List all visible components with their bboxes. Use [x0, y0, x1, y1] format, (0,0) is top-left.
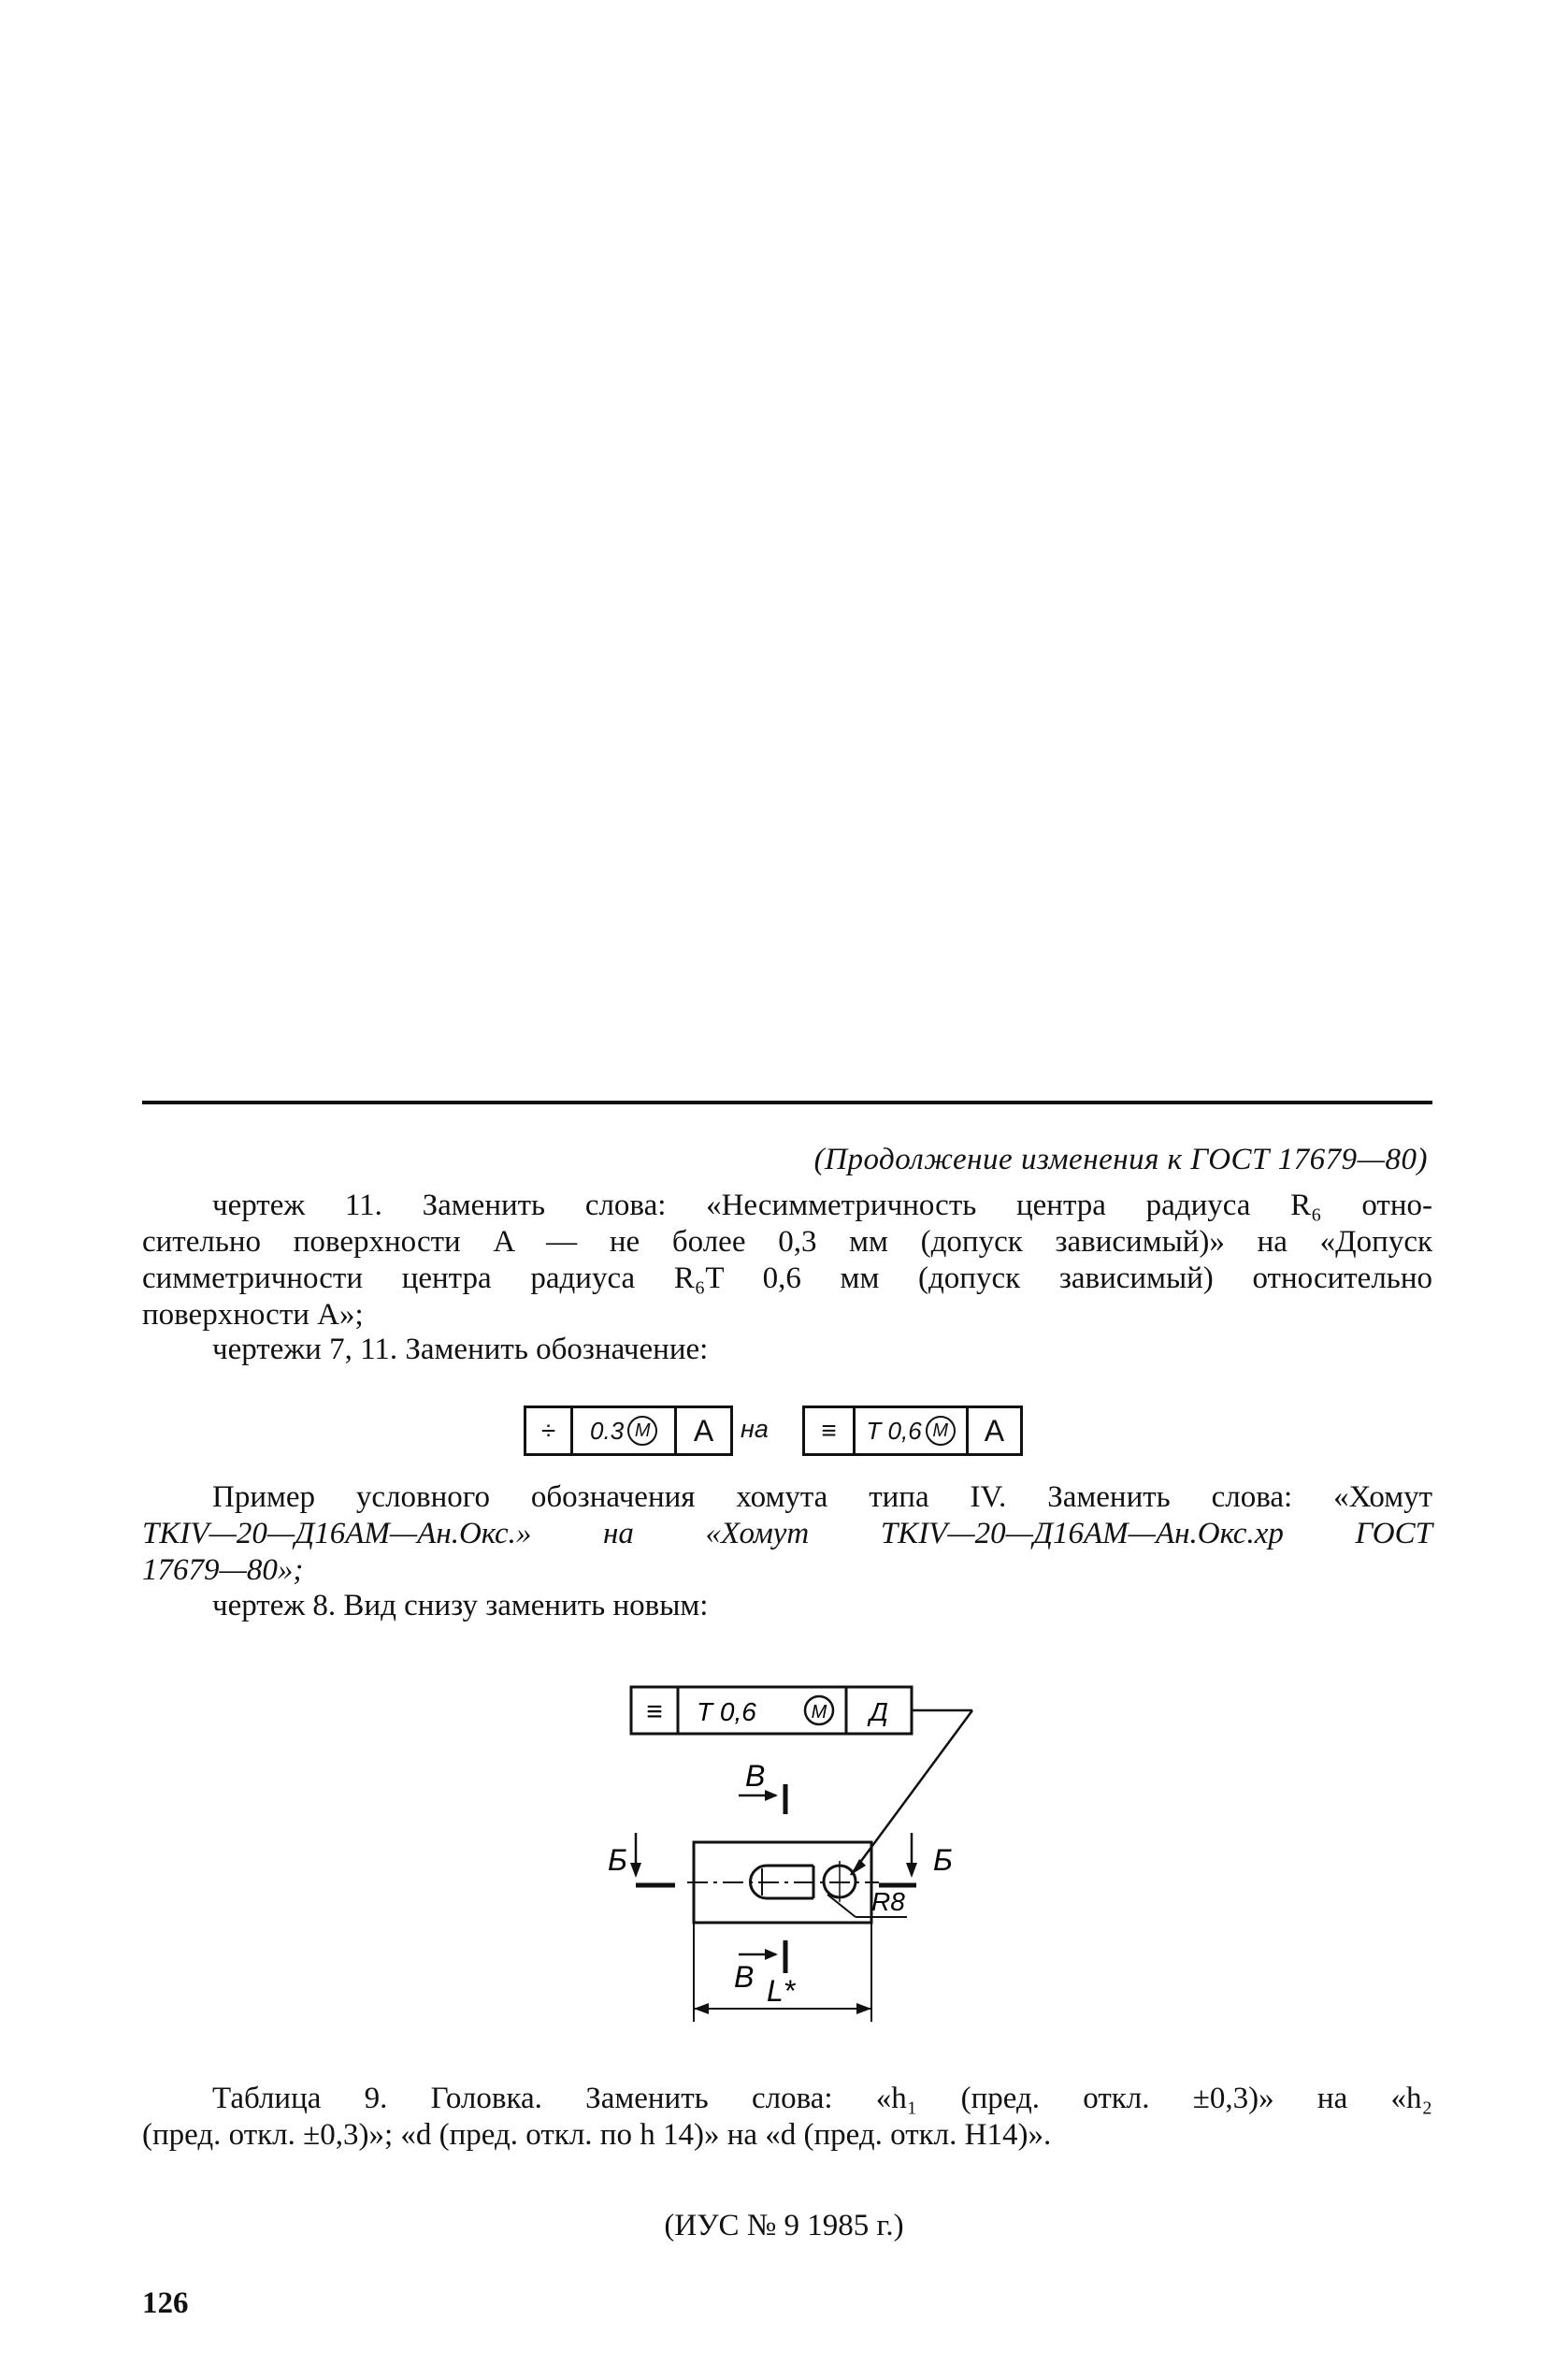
paragraph-line: Таблица 9. Головка. Заменить слова: «h₁ (пред. откл. ±0,3)» на «h₂ [212, 2082, 1432, 2115]
paragraph-drawing-11 [142, 1188, 1432, 1333]
paragraph-line: TKIV—20—Д16АМ—Ан.Окс.» на «Хомут TKIV—20—Д16АМ—Ан.Окс.хр ГОСТ [142, 1517, 1432, 1550]
material-modifier-icon: M [926, 1416, 956, 1446]
paragraph-line: Пример условного обозначения хомута типа IV. Заменить слова: «Хомут [212, 1480, 1432, 1514]
old-value-text: 0.3 [590, 1416, 625, 1445]
new-value-text: T 0,6 [866, 1416, 922, 1445]
new-datum: A [984, 1413, 1005, 1448]
paragraph-line: чертеж 11. Заменить слова: «Несимметричность центра радиуса R₆ отно- [212, 1189, 1432, 1222]
frame-datum: Д [870, 1697, 888, 1726]
page-number: 126 [142, 2286, 189, 2320]
paragraph-line: сительно поверхности A — не более 0,3 мм (допуск зависимый)» на «Допуск [142, 1225, 1432, 1259]
paragraph-line: 17679—80»; [142, 1553, 304, 1587]
ius-reference: (ИУС № 9 1985 г.) [664, 2209, 904, 2242]
old-tolerance-value [573, 1408, 677, 1453]
label-b-right: Б [933, 1843, 953, 1877]
label-v-top: В [745, 1759, 766, 1793]
paragraph-example [142, 1479, 1432, 1589]
paragraph-drawings-7-11 [142, 1332, 1432, 1368]
symmetry-icon: ≡ [646, 1696, 663, 1727]
drawing-tolerance-frame [631, 1687, 972, 1875]
paragraph-line: симметричности центра радиуса R₆T 0,6 мм (допуск зависимый) относительно [142, 1261, 1432, 1295]
old-tolerance-frame [524, 1405, 733, 1456]
na-word: на [741, 1415, 769, 1443]
bottom-view-drawing [598, 1674, 1019, 2039]
paragraph-line: чертеж 8. Вид снизу заменить новым: [212, 1589, 709, 1622]
symmetry-old-icon: ÷ [526, 1408, 573, 1453]
old-datum: A [693, 1413, 714, 1448]
modifier-letter: M [811, 1702, 827, 1723]
paragraph-table-9 [142, 2081, 1432, 2154]
paragraph-drawing-8 [142, 1588, 1432, 1624]
symmetry-new-icon: ≡ [805, 1408, 856, 1453]
label-r8: R8 [871, 1887, 905, 1916]
frame-value: T 0,6 [697, 1697, 756, 1726]
paragraph-line: поверхности A»; [142, 1298, 364, 1332]
continuation-header: (Продолжение изменения к ГОСТ 17679—80) [813, 1143, 1428, 1176]
paragraph-line: чертежи 7, 11. Заменить обозначение: [212, 1333, 709, 1366]
paragraph-line: (пред. откл. ±0,3)»; «d (пред. откл. по h 14)» на «d (пред. откл. H14)». [142, 2118, 1052, 2152]
material-modifier-icon: M [627, 1416, 657, 1446]
new-tolerance-value [856, 1408, 969, 1453]
label-v-bottom: В [734, 1960, 755, 1994]
label-b-left: Б [608, 1843, 627, 1877]
top-rule [142, 1101, 1432, 1104]
new-tolerance-frame [802, 1405, 1023, 1456]
label-l: L* [767, 1974, 796, 2008]
